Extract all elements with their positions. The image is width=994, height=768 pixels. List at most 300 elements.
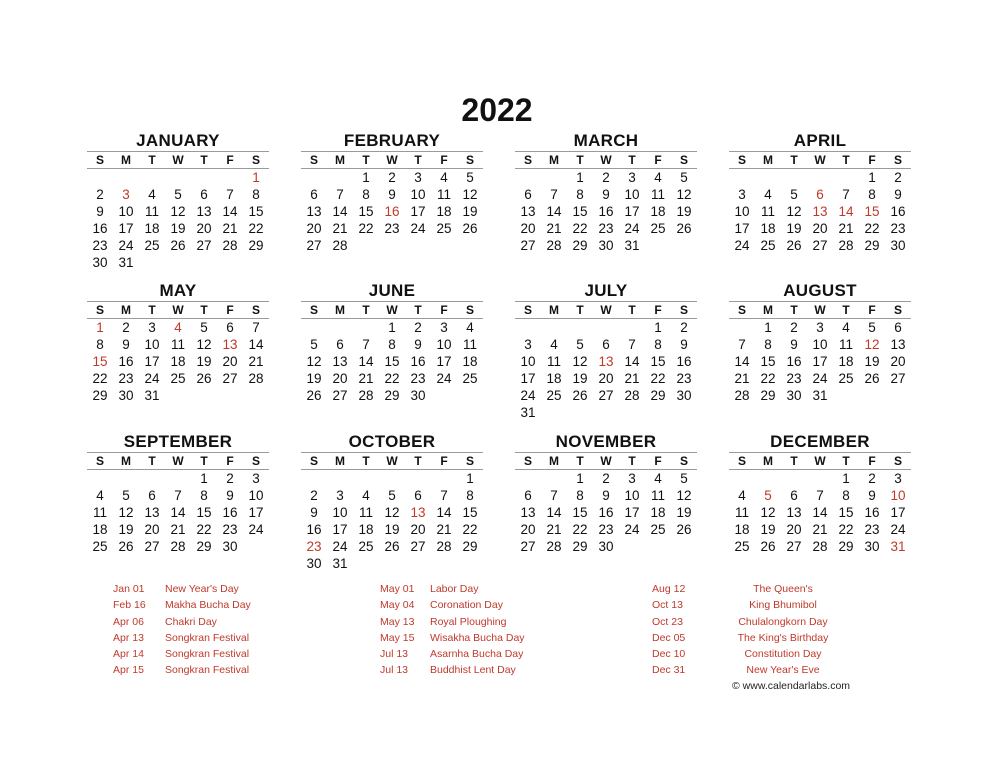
day-cell[interactable]: 14	[436, 505, 452, 520]
day-cell[interactable]: 15	[196, 505, 212, 520]
day-cell[interactable]: 12	[572, 354, 588, 369]
day-cell[interactable]: 8	[388, 337, 396, 352]
day-cell[interactable]: 20	[306, 221, 322, 236]
day-cell[interactable]: 6	[524, 187, 532, 202]
day-cell[interactable]: 17	[144, 354, 160, 369]
day-cell[interactable]: 24	[890, 522, 906, 537]
day-cell[interactable]: 7	[252, 320, 260, 335]
day-cell[interactable]: 11	[838, 337, 853, 352]
day-cell[interactable]: 22	[358, 221, 374, 236]
day-cell[interactable]: 7	[440, 488, 448, 503]
day-cell[interactable]: 31	[144, 388, 160, 403]
day-cell[interactable]: 14	[358, 354, 374, 369]
day-cell[interactable]: 1	[654, 320, 662, 335]
day-cell[interactable]: 12	[306, 354, 322, 369]
day-cell[interactable]: 27	[890, 371, 906, 386]
day-cell[interactable]: 8	[362, 187, 370, 202]
day-cell[interactable]: 15	[572, 505, 588, 520]
day-cell[interactable]: 9	[122, 337, 130, 352]
day-cell[interactable]: 28	[436, 539, 452, 554]
day-cell[interactable]: 1	[466, 471, 474, 486]
day-cell[interactable]: 13	[144, 505, 160, 520]
day-cell[interactable]: 4	[148, 187, 156, 202]
day-cell[interactable]: 5	[790, 187, 798, 202]
day-cell[interactable]: 8	[466, 488, 474, 503]
day-cell[interactable]: 16	[598, 204, 614, 219]
day-cell[interactable]: 24	[332, 539, 348, 554]
day-cell[interactable]: 12	[170, 204, 186, 219]
day-cell[interactable]: 9	[894, 187, 902, 202]
day-cell[interactable]: 16	[92, 221, 108, 236]
day-cell[interactable]: 28	[546, 238, 562, 253]
day-cell[interactable]: 22	[384, 371, 400, 386]
day-cell[interactable]: 16	[676, 354, 692, 369]
day-cell[interactable]: 1	[576, 170, 584, 185]
day-cell[interactable]: 5	[576, 337, 584, 352]
day-cell[interactable]: 1	[576, 471, 584, 486]
day-cell[interactable]: 22	[196, 522, 212, 537]
day-cell[interactable]: 3	[628, 471, 636, 486]
day-cell[interactable]: 18	[170, 354, 186, 369]
day-cell[interactable]: 10	[410, 187, 426, 202]
day-cell[interactable]: 29	[196, 539, 212, 554]
day-cell[interactable]: 19	[462, 204, 478, 219]
day-cell[interactable]: 22	[760, 371, 776, 386]
day-cell[interactable]: 8	[576, 187, 584, 202]
day-cell[interactable]: 17	[624, 505, 640, 520]
day-cell[interactable]: 6	[790, 488, 798, 503]
day-cell[interactable]: 22	[572, 221, 588, 236]
day-cell[interactable]: 7	[628, 337, 636, 352]
day-cell[interactable]: 9	[868, 488, 876, 503]
day-cell[interactable]: 3	[414, 170, 422, 185]
holiday-day-cell[interactable]: 3	[122, 187, 130, 202]
day-cell[interactable]: 9	[226, 488, 234, 503]
day-cell[interactable]: 24	[624, 221, 640, 236]
holiday-day-cell[interactable]: 23	[306, 539, 322, 554]
day-cell[interactable]: 14	[546, 204, 562, 219]
day-cell[interactable]: 28	[624, 388, 640, 403]
day-cell[interactable]: 15	[384, 354, 400, 369]
day-cell[interactable]: 29	[838, 539, 854, 554]
day-cell[interactable]: 19	[676, 204, 692, 219]
day-cell[interactable]: 27	[598, 388, 614, 403]
day-cell[interactable]: 13	[890, 337, 906, 352]
day-cell[interactable]: 13	[306, 204, 322, 219]
day-cell[interactable]: 7	[226, 187, 234, 202]
day-cell[interactable]: 12	[118, 505, 134, 520]
day-cell[interactable]: 27	[410, 539, 426, 554]
day-cell[interactable]: 8	[96, 337, 104, 352]
day-cell[interactable]: 24	[624, 522, 640, 537]
day-cell[interactable]: 3	[252, 471, 260, 486]
day-cell[interactable]: 28	[170, 539, 186, 554]
day-cell[interactable]: 27	[520, 539, 536, 554]
day-cell[interactable]: 21	[624, 371, 640, 386]
holiday-day-cell[interactable]: 6	[816, 187, 824, 202]
day-cell[interactable]: 31	[118, 255, 134, 270]
day-cell[interactable]: 23	[92, 238, 108, 253]
day-cell[interactable]: 28	[222, 238, 238, 253]
day-cell[interactable]: 29	[384, 388, 400, 403]
day-cell[interactable]: 18	[144, 221, 160, 236]
day-cell[interactable]: 29	[572, 539, 588, 554]
day-cell[interactable]: 17	[734, 221, 750, 236]
day-cell[interactable]: 16	[890, 204, 906, 219]
day-cell[interactable]: 19	[196, 354, 212, 369]
day-cell[interactable]: 17	[248, 505, 264, 520]
day-cell[interactable]: 20	[222, 354, 238, 369]
day-cell[interactable]: 18	[760, 221, 776, 236]
day-cell[interactable]: 27	[786, 539, 802, 554]
day-cell[interactable]: 11	[760, 204, 775, 219]
day-cell[interactable]: 26	[676, 221, 692, 236]
day-cell[interactable]: 30	[118, 388, 134, 403]
day-cell[interactable]: 9	[680, 337, 688, 352]
day-cell[interactable]: 19	[676, 505, 692, 520]
day-cell[interactable]: 9	[602, 187, 610, 202]
day-cell[interactable]: 12	[786, 204, 802, 219]
day-cell[interactable]: 4	[362, 488, 370, 503]
day-cell[interactable]: 19	[306, 371, 322, 386]
day-cell[interactable]: 7	[738, 337, 746, 352]
day-cell[interactable]: 11	[358, 505, 373, 520]
day-cell[interactable]: 18	[838, 354, 854, 369]
holiday-day-cell[interactable]: 13	[598, 354, 614, 369]
day-cell[interactable]: 19	[864, 354, 880, 369]
day-cell[interactable]: 13	[786, 505, 802, 520]
day-cell[interactable]: 4	[654, 170, 662, 185]
day-cell[interactable]: 15	[462, 505, 478, 520]
day-cell[interactable]: 18	[546, 371, 562, 386]
day-cell[interactable]: 6	[200, 187, 208, 202]
day-cell[interactable]: 24	[410, 221, 426, 236]
day-cell[interactable]: 17	[410, 204, 426, 219]
day-cell[interactable]: 10	[624, 488, 640, 503]
day-cell[interactable]: 20	[410, 522, 426, 537]
day-cell[interactable]: 10	[436, 337, 452, 352]
day-cell[interactable]: 18	[358, 522, 374, 537]
day-cell[interactable]: 20	[196, 221, 212, 236]
day-cell[interactable]: 20	[812, 221, 828, 236]
holiday-day-cell[interactable]: 15	[864, 204, 880, 219]
day-cell[interactable]: 2	[96, 187, 104, 202]
day-cell[interactable]: 20	[520, 221, 536, 236]
day-cell[interactable]: 28	[838, 238, 854, 253]
day-cell[interactable]: 30	[864, 539, 880, 554]
day-cell[interactable]: 25	[546, 388, 562, 403]
day-cell[interactable]: 14	[812, 505, 828, 520]
day-cell[interactable]: 28	[546, 539, 562, 554]
day-cell[interactable]: 12	[196, 337, 212, 352]
day-cell[interactable]: 5	[122, 488, 130, 503]
day-cell[interactable]: 2	[602, 471, 610, 486]
day-cell[interactable]: 8	[252, 187, 260, 202]
holiday-day-cell[interactable]: 4	[174, 320, 182, 335]
day-cell[interactable]: 1	[200, 471, 208, 486]
day-cell[interactable]: 18	[436, 204, 452, 219]
day-cell[interactable]: 12	[676, 488, 692, 503]
day-cell[interactable]: 26	[196, 371, 212, 386]
day-cell[interactable]: 25	[144, 238, 160, 253]
day-cell[interactable]: 30	[598, 238, 614, 253]
day-cell[interactable]: 3	[738, 187, 746, 202]
day-cell[interactable]: 28	[812, 539, 828, 554]
day-cell[interactable]: 25	[760, 238, 776, 253]
day-cell[interactable]: 10	[734, 204, 750, 219]
day-cell[interactable]: 21	[838, 221, 854, 236]
day-cell[interactable]: 27	[306, 238, 322, 253]
day-cell[interactable]: 13	[332, 354, 348, 369]
holiday-day-cell[interactable]: 14	[838, 204, 854, 219]
day-cell[interactable]: 18	[650, 204, 666, 219]
day-cell[interactable]: 3	[816, 320, 824, 335]
day-cell[interactable]: 25	[734, 539, 750, 554]
day-cell[interactable]: 11	[650, 187, 665, 202]
day-cell[interactable]: 6	[226, 320, 234, 335]
day-cell[interactable]: 22	[248, 221, 264, 236]
day-cell[interactable]: 4	[764, 187, 772, 202]
day-cell[interactable]: 4	[440, 170, 448, 185]
day-cell[interactable]: 23	[598, 221, 614, 236]
day-cell[interactable]: 22	[572, 522, 588, 537]
day-cell[interactable]: 6	[414, 488, 422, 503]
day-cell[interactable]: 25	[838, 371, 854, 386]
day-cell[interactable]: 29	[248, 238, 264, 253]
day-cell[interactable]: 14	[546, 505, 562, 520]
day-cell[interactable]: 4	[550, 337, 558, 352]
day-cell[interactable]: 18	[650, 505, 666, 520]
day-cell[interactable]: 24	[734, 238, 750, 253]
holiday-day-cell[interactable]: 5	[764, 488, 772, 503]
day-cell[interactable]: 8	[842, 488, 850, 503]
day-cell[interactable]: 23	[598, 522, 614, 537]
day-cell[interactable]: 9	[790, 337, 798, 352]
day-cell[interactable]: 8	[764, 337, 772, 352]
day-cell[interactable]: 3	[148, 320, 156, 335]
day-cell[interactable]: 5	[680, 170, 688, 185]
day-cell[interactable]: 15	[248, 204, 264, 219]
day-cell[interactable]: 14	[248, 337, 264, 352]
day-cell[interactable]: 24	[812, 371, 828, 386]
holiday-day-cell[interactable]: 13	[222, 337, 238, 352]
day-cell[interactable]: 16	[410, 354, 426, 369]
day-cell[interactable]: 29	[650, 388, 666, 403]
day-cell[interactable]: 6	[894, 320, 902, 335]
day-cell[interactable]: 22	[864, 221, 880, 236]
day-cell[interactable]: 17	[436, 354, 452, 369]
day-cell[interactable]: 31	[520, 405, 536, 420]
day-cell[interactable]: 5	[868, 320, 876, 335]
day-cell[interactable]: 5	[200, 320, 208, 335]
day-cell[interactable]: 11	[436, 187, 451, 202]
day-cell[interactable]: 19	[572, 371, 588, 386]
day-cell[interactable]: 16	[222, 505, 238, 520]
day-cell[interactable]: 5	[310, 337, 318, 352]
day-cell[interactable]: 13	[520, 204, 536, 219]
day-cell[interactable]: 21	[332, 221, 348, 236]
day-cell[interactable]: 7	[336, 187, 344, 202]
day-cell[interactable]: 4	[738, 488, 746, 503]
day-cell[interactable]: 10	[144, 337, 160, 352]
day-cell[interactable]: 25	[170, 371, 186, 386]
day-cell[interactable]: 27	[520, 238, 536, 253]
day-cell[interactable]: 4	[466, 320, 474, 335]
day-cell[interactable]: 21	[734, 371, 750, 386]
day-cell[interactable]: 19	[786, 221, 802, 236]
day-cell[interactable]: 19	[118, 522, 134, 537]
day-cell[interactable]: 16	[598, 505, 614, 520]
day-cell[interactable]: 8	[868, 187, 876, 202]
day-cell[interactable]: 17	[520, 371, 536, 386]
day-cell[interactable]: 16	[786, 354, 802, 369]
day-cell[interactable]: 17	[332, 522, 348, 537]
day-cell[interactable]: 28	[734, 388, 750, 403]
day-cell[interactable]: 11	[170, 337, 185, 352]
day-cell[interactable]: 1	[764, 320, 772, 335]
day-cell[interactable]: 30	[222, 539, 238, 554]
day-cell[interactable]: 11	[546, 354, 561, 369]
day-cell[interactable]: 18	[462, 354, 478, 369]
day-cell[interactable]: 26	[864, 371, 880, 386]
day-cell[interactable]: 26	[572, 388, 588, 403]
day-cell[interactable]: 5	[680, 471, 688, 486]
day-cell[interactable]: 14	[624, 354, 640, 369]
day-cell[interactable]: 27	[332, 388, 348, 403]
day-cell[interactable]: 15	[572, 204, 588, 219]
day-cell[interactable]: 11	[144, 204, 159, 219]
day-cell[interactable]: 2	[226, 471, 234, 486]
day-cell[interactable]: 1	[362, 170, 370, 185]
day-cell[interactable]: 8	[200, 488, 208, 503]
day-cell[interactable]: 1	[388, 320, 396, 335]
day-cell[interactable]: 12	[676, 187, 692, 202]
day-cell[interactable]: 15	[358, 204, 374, 219]
day-cell[interactable]: 24	[520, 388, 536, 403]
day-cell[interactable]: 25	[92, 539, 108, 554]
day-cell[interactable]: 9	[414, 337, 422, 352]
day-cell[interactable]: 30	[410, 388, 426, 403]
day-cell[interactable]: 20	[890, 354, 906, 369]
day-cell[interactable]: 23	[118, 371, 134, 386]
day-cell[interactable]: 7	[362, 337, 370, 352]
day-cell[interactable]: 27	[812, 238, 828, 253]
day-cell[interactable]: 12	[760, 505, 776, 520]
day-cell[interactable]: 9	[310, 505, 318, 520]
day-cell[interactable]: 2	[388, 170, 396, 185]
day-cell[interactable]: 2	[414, 320, 422, 335]
day-cell[interactable]: 22	[462, 522, 478, 537]
day-cell[interactable]: 4	[842, 320, 850, 335]
day-cell[interactable]: 29	[462, 539, 478, 554]
day-cell[interactable]: 4	[654, 471, 662, 486]
day-cell[interactable]: 10	[332, 505, 348, 520]
day-cell[interactable]: 26	[170, 238, 186, 253]
day-cell[interactable]: 6	[602, 337, 610, 352]
day-cell[interactable]: 30	[890, 238, 906, 253]
holiday-day-cell[interactable]: 13	[410, 505, 426, 520]
day-cell[interactable]: 28	[332, 238, 348, 253]
day-cell[interactable]: 5	[388, 488, 396, 503]
holiday-day-cell[interactable]: 1	[96, 320, 104, 335]
day-cell[interactable]: 10	[624, 187, 640, 202]
day-cell[interactable]: 29	[572, 238, 588, 253]
day-cell[interactable]: 25	[436, 221, 452, 236]
day-cell[interactable]: 7	[550, 187, 558, 202]
day-cell[interactable]: 23	[864, 522, 880, 537]
day-cell[interactable]: 31	[624, 238, 640, 253]
day-cell[interactable]: 15	[838, 505, 854, 520]
holiday-day-cell[interactable]: 12	[864, 337, 880, 352]
day-cell[interactable]: 20	[786, 522, 802, 537]
day-cell[interactable]: 23	[222, 522, 238, 537]
day-cell[interactable]: 26	[676, 522, 692, 537]
day-cell[interactable]: 2	[602, 170, 610, 185]
day-cell[interactable]: 2	[680, 320, 688, 335]
day-cell[interactable]: 10	[118, 204, 134, 219]
day-cell[interactable]: 6	[336, 337, 344, 352]
day-cell[interactable]: 11	[92, 505, 107, 520]
day-cell[interactable]: 11	[650, 488, 665, 503]
day-cell[interactable]: 20	[144, 522, 160, 537]
holiday-day-cell[interactable]: 10	[890, 488, 906, 503]
day-cell[interactable]: 18	[734, 522, 750, 537]
day-cell[interactable]: 3	[440, 320, 448, 335]
day-cell[interactable]: 30	[676, 388, 692, 403]
day-cell[interactable]: 13	[196, 204, 212, 219]
holiday-day-cell[interactable]: 16	[384, 204, 400, 219]
day-cell[interactable]: 18	[92, 522, 108, 537]
day-cell[interactable]: 12	[384, 505, 400, 520]
day-cell[interactable]: 20	[598, 371, 614, 386]
day-cell[interactable]: 28	[248, 371, 264, 386]
day-cell[interactable]: 6	[310, 187, 318, 202]
day-cell[interactable]: 14	[170, 505, 186, 520]
credit-text[interactable]: © www.calendarlabs.com	[732, 680, 851, 692]
day-cell[interactable]: 8	[654, 337, 662, 352]
day-cell[interactable]: 24	[144, 371, 160, 386]
day-cell[interactable]: 19	[170, 221, 186, 236]
day-cell[interactable]: 21	[436, 522, 452, 537]
day-cell[interactable]: 9	[388, 187, 396, 202]
day-cell[interactable]: 23	[676, 371, 692, 386]
day-cell[interactable]: 6	[148, 488, 156, 503]
day-cell[interactable]: 21	[546, 522, 562, 537]
day-cell[interactable]: 2	[122, 320, 130, 335]
day-cell[interactable]: 4	[96, 488, 104, 503]
day-cell[interactable]: 10	[812, 337, 828, 352]
day-cell[interactable]: 12	[462, 187, 478, 202]
day-cell[interactable]: 24	[436, 371, 452, 386]
day-cell[interactable]: 26	[786, 238, 802, 253]
day-cell[interactable]: 19	[384, 522, 400, 537]
day-cell[interactable]: 16	[118, 354, 134, 369]
day-cell[interactable]: 17	[118, 221, 134, 236]
day-cell[interactable]: 9	[602, 488, 610, 503]
day-cell[interactable]: 1	[842, 471, 850, 486]
holiday-day-cell[interactable]: 31	[890, 539, 906, 554]
day-cell[interactable]: 5	[466, 170, 474, 185]
day-cell[interactable]: 5	[174, 187, 182, 202]
day-cell[interactable]: 2	[894, 170, 902, 185]
day-cell[interactable]: 31	[332, 556, 348, 571]
day-cell[interactable]: 28	[358, 388, 374, 403]
day-cell[interactable]: 8	[576, 488, 584, 503]
day-cell[interactable]: 26	[760, 539, 776, 554]
day-cell[interactable]: 17	[890, 505, 906, 520]
day-cell[interactable]: 11	[734, 505, 749, 520]
day-cell[interactable]: 7	[842, 187, 850, 202]
